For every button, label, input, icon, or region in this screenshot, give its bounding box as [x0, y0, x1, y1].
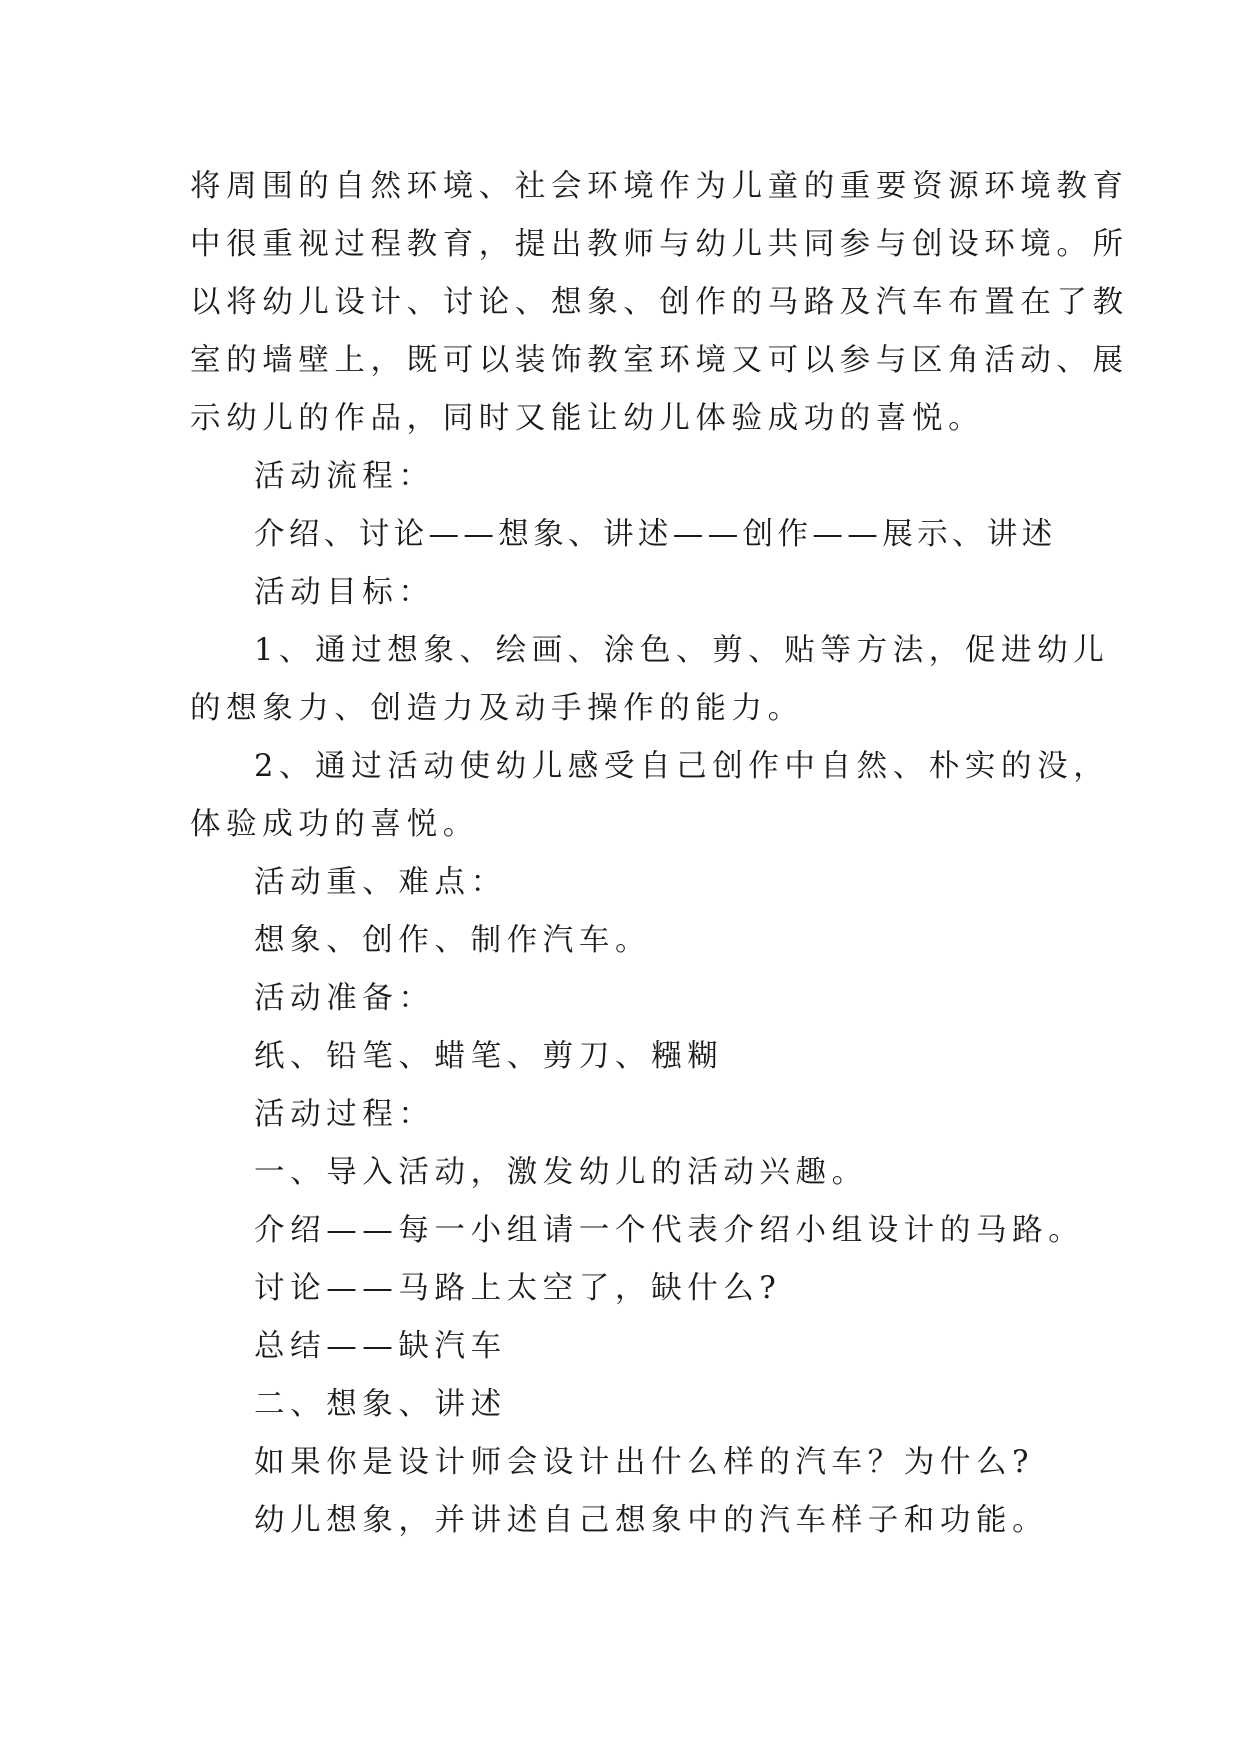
key-points-heading: 活动重、难点： [254, 865, 507, 900]
flow-text: 介绍、讨论——想象、讲述——创作——展示、讲述 [254, 517, 1057, 552]
goal-2-line-2: 体验成功的喜悦。 [190, 807, 479, 842]
intro-line-4: 室的墙壁上，既可以装饰教室环境又可以参与区角活动、展 [190, 343, 1129, 378]
intro-line-2: 中很重视过程教育，提出教师与幼儿共同参与创设环境。所 [190, 227, 1129, 262]
document-body [190, 158, 1129, 1550]
goal-1-line-2: 的想象力、创造力及动手操作的能力。 [190, 691, 804, 726]
process-heading: 活动过程： [254, 1097, 435, 1132]
step-1-title: 一、导入活动，激发幼儿的活动兴趣。 [254, 1155, 868, 1190]
key-points-text: 想象、创作、制作汽车。 [254, 923, 652, 958]
flow-heading: 活动流程： [254, 459, 435, 494]
intro-line-1: 将周围的自然环境、社会环境作为儿童的重要资源环境教育 [190, 169, 1129, 204]
step-2-question: 如果你是设计师会设计出什么样的汽车？为什么? [254, 1445, 1035, 1480]
preparation-heading: 活动准备： [254, 981, 435, 1016]
goals-heading: 活动目标： [254, 575, 435, 610]
goal-1-line-1: 1、通过想象、绘画、涂色、剪、贴等方法，促进幼儿 [254, 633, 1110, 668]
intro-line-3: 以将幼儿设计、讨论、想象、创作的马路及汽车布置在了教 [190, 285, 1129, 320]
step-1-introduce: 介绍——每一小组请一个代表介绍小组设计的马路。 [254, 1213, 1085, 1248]
preparation-text: 纸、铅笔、蜡笔、剪刀、糨糊 [254, 1039, 724, 1074]
step-2-children: 幼儿想象，并讲述自己想象中的汽车样子和功能。 [254, 1503, 1049, 1538]
step-2-title: 二、想象、讲述 [254, 1387, 507, 1422]
intro-line-5: 示幼儿的作品，同时又能让幼儿体验成功的喜悦。 [190, 401, 985, 436]
step-1-summary: 总结——缺汽车 [254, 1329, 507, 1364]
goal-2-line-1: 2、通过活动使幼儿感受自己创作中自然、朴实的没， [254, 749, 1110, 784]
step-1-discuss: 讨论——马路上太空了，缺什么? [254, 1271, 782, 1306]
